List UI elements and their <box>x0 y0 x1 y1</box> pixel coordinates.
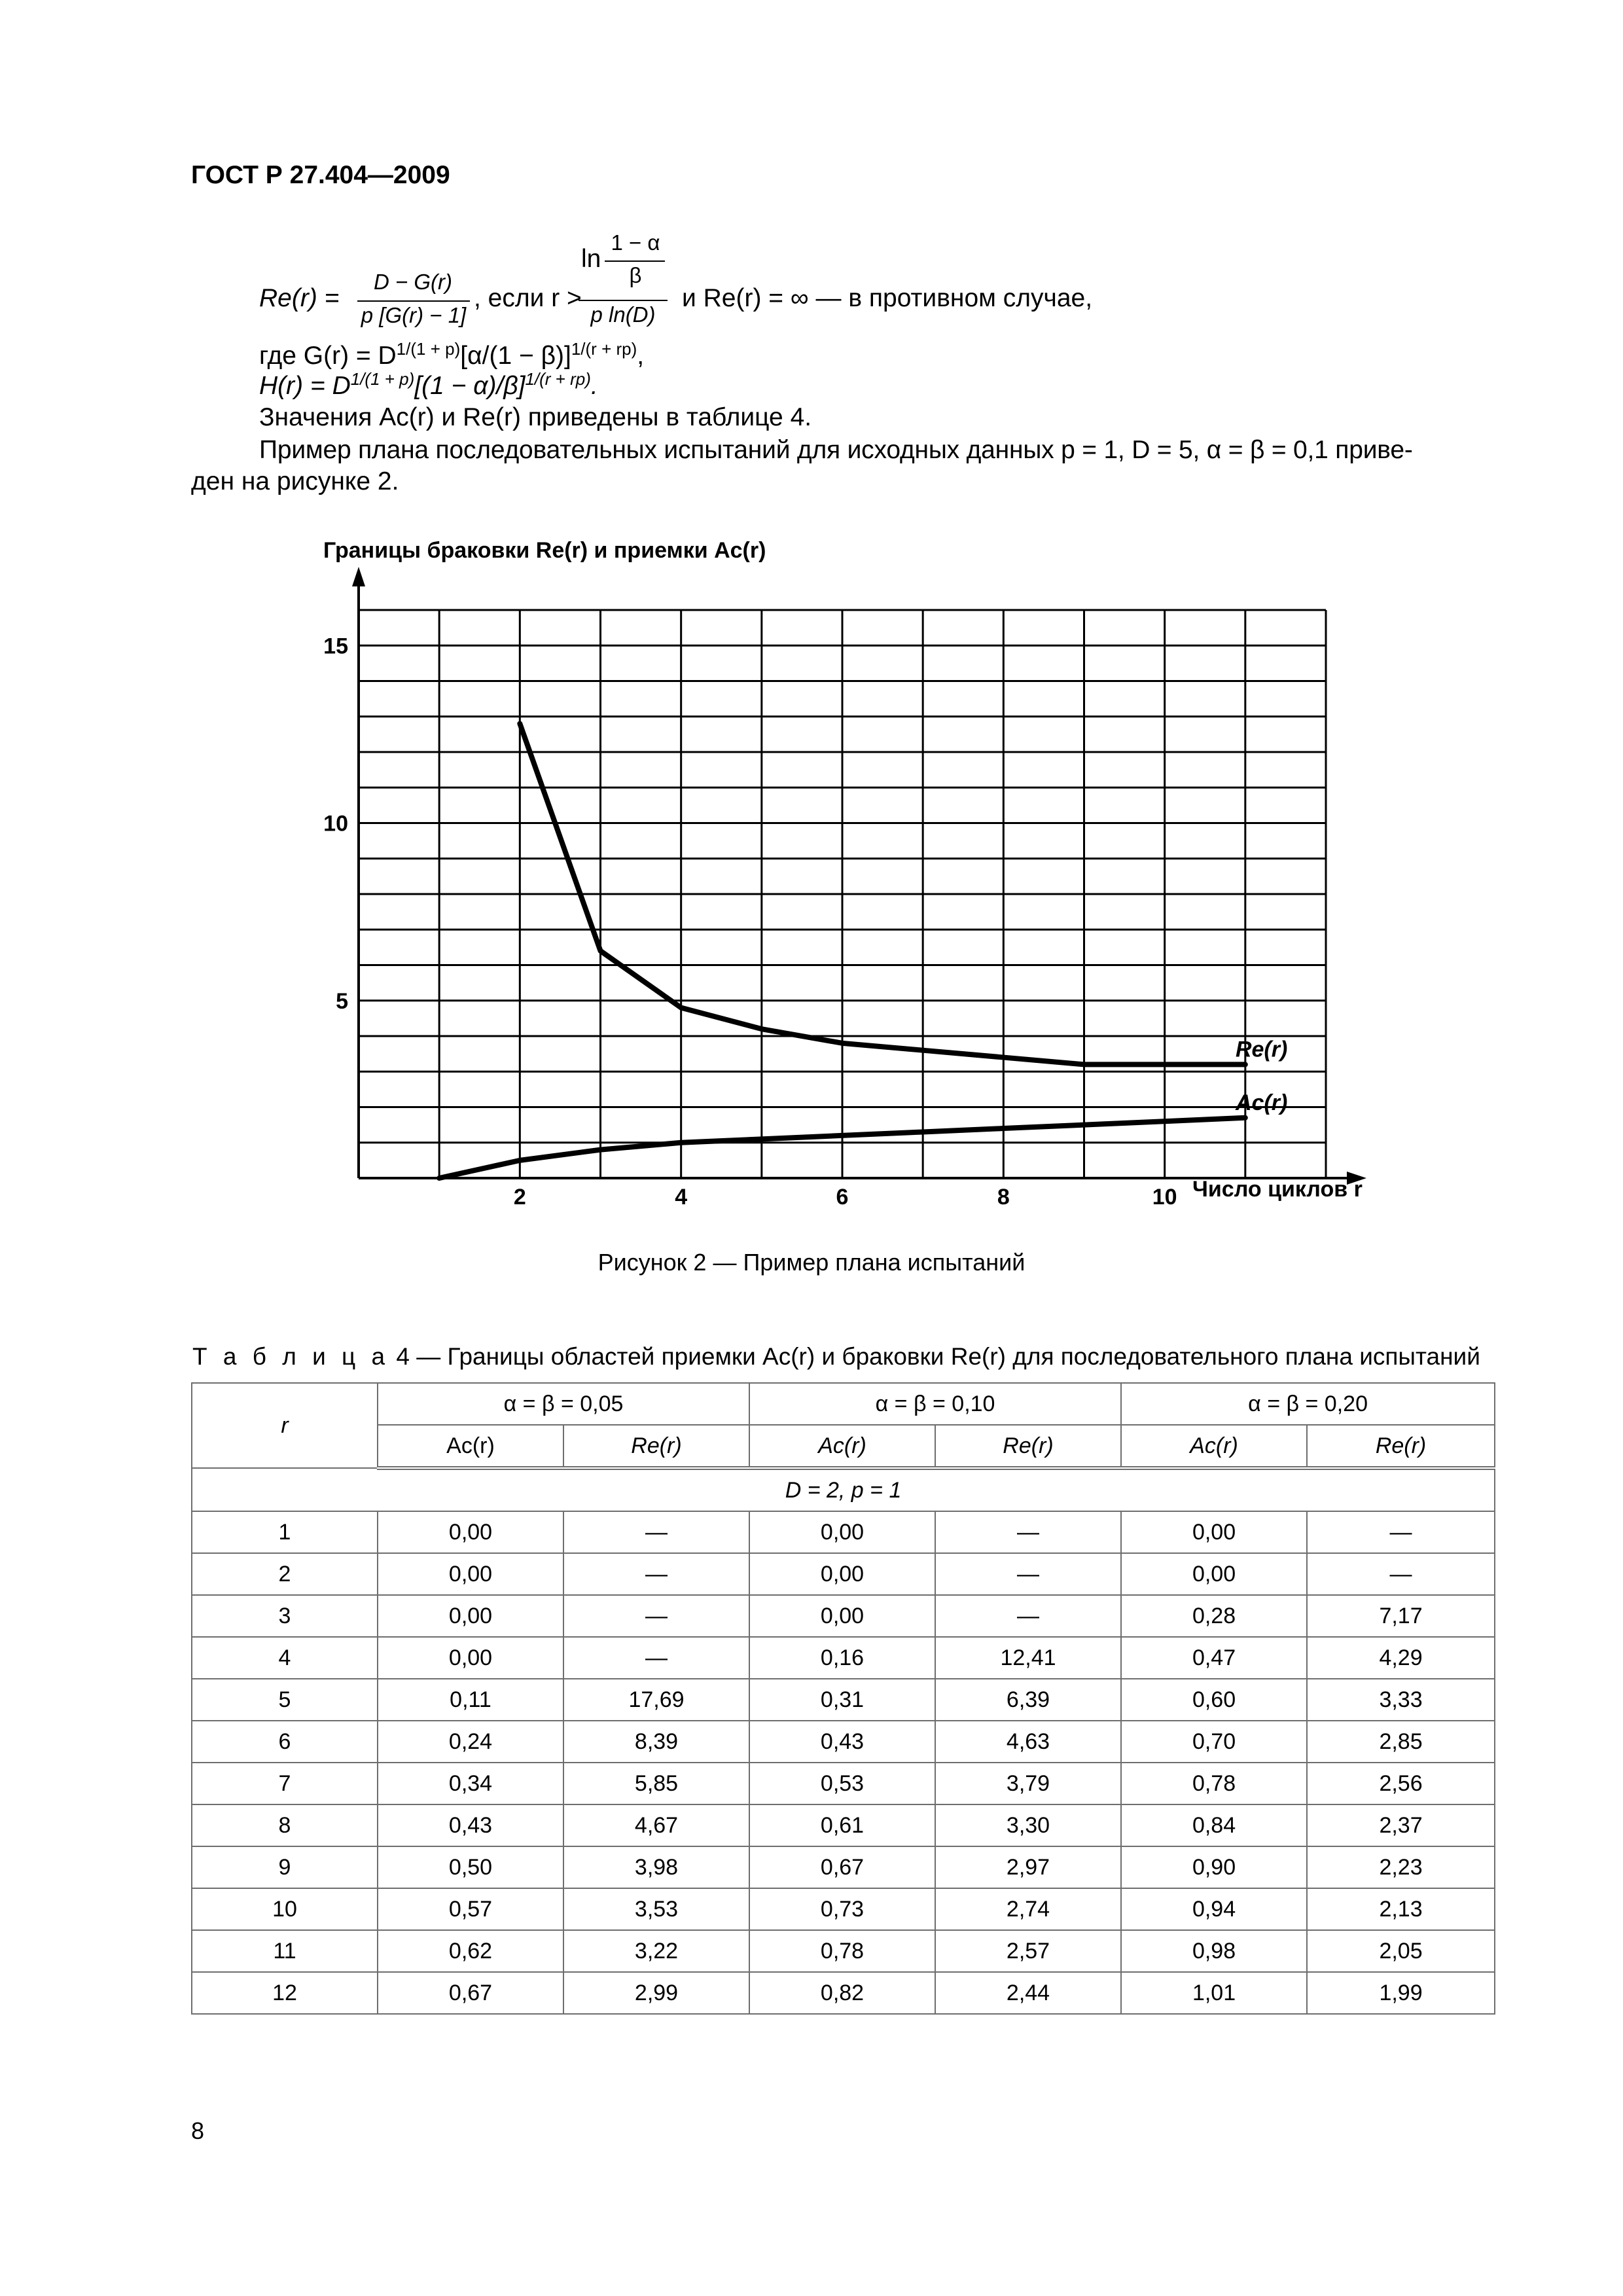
x-tick-label: 6 <box>836 1185 849 1210</box>
table-row <box>192 1553 1495 1595</box>
value-cell: 0,57 <box>378 1888 563 1930</box>
value-cell: 0,31 <box>749 1679 935 1721</box>
table-section-header: D = 2, p = 1 <box>192 1468 1495 1511</box>
value-cell: 0,34 <box>378 1763 563 1804</box>
value-cell: 0,16 <box>749 1637 935 1679</box>
value-cell: 0,78 <box>749 1930 935 1972</box>
value-cell: 0,00 <box>378 1595 563 1637</box>
row-index-cell: 2 <box>192 1553 378 1595</box>
ln-numerator: 1 − α <box>611 230 660 255</box>
value-cell: 7,17 <box>1307 1595 1495 1637</box>
value-cell: 0,00 <box>378 1511 563 1553</box>
value-cell: 2,56 <box>1307 1763 1495 1804</box>
value-cell: 8,39 <box>563 1721 749 1763</box>
group-header: α = β = 0,05 <box>378 1383 749 1425</box>
subheader-ac: Ac(r) <box>378 1425 563 1468</box>
table-row <box>192 1846 1495 1888</box>
value-cell: 4,63 <box>935 1721 1121 1763</box>
value-cell: — <box>563 1637 749 1679</box>
value-cell: 0,28 <box>1121 1595 1307 1637</box>
value-cell: 0,90 <box>1121 1846 1307 1888</box>
values-paragraph: Значения Ac(r) и Re(r) приведены в таблице 4. <box>259 403 812 431</box>
value-cell: 0,24 <box>378 1721 563 1763</box>
value-cell: 0,82 <box>749 1972 935 2014</box>
chart-tick-labels <box>323 634 1177 1210</box>
value-cell: 0,00 <box>749 1511 935 1553</box>
chart-series-labels <box>1235 1037 1287 1115</box>
re-denominator: p [G(r) − 1] <box>361 303 467 327</box>
value-cell: 0,53 <box>749 1763 935 1804</box>
value-cell: 0,43 <box>749 1721 935 1763</box>
acceptance-rejection-table <box>191 1382 1495 2015</box>
ln-symbol: ln <box>581 245 601 273</box>
subheader-ac: Ac(r) <box>1121 1425 1307 1468</box>
value-cell: 6,39 <box>935 1679 1121 1721</box>
y-tick-label: 15 <box>323 634 348 659</box>
condition-denominator: p ln(D) <box>590 302 656 327</box>
value-cell: 3,22 <box>563 1930 749 1972</box>
row-index-cell: 6 <box>192 1721 378 1763</box>
value-cell: 2,97 <box>935 1846 1121 1888</box>
value-cell: — <box>1307 1511 1495 1553</box>
example-paragraph-line2: ден на рисунке 2. <box>191 467 399 495</box>
value-cell: 0,00 <box>1121 1553 1307 1595</box>
value-cell: 2,23 <box>1307 1846 1495 1888</box>
h-formula: $H(r) = D^{1/(1 + p)}[(1 - \alpha)/\beta]^{1/(r + rp)}$. <box>259 369 598 400</box>
value-cell: 0,61 <box>749 1804 935 1846</box>
table-row <box>192 1721 1495 1763</box>
subheader-re: Re(r) <box>563 1425 749 1468</box>
group-header: α = β = 0,20 <box>1121 1383 1495 1425</box>
value-cell: 4,29 <box>1307 1637 1495 1679</box>
table-caption: Т а б л и ц а 4 — Границы областей приемки Ac(r) и браковки Re(r) для последовательного плана испытаний <box>192 1343 1480 1370</box>
value-cell: — <box>1307 1553 1495 1595</box>
value-cell: 3,30 <box>935 1804 1121 1846</box>
row-index-cell: 5 <box>192 1679 378 1721</box>
value-cell: — <box>935 1553 1121 1595</box>
row-index-cell: 12 <box>192 1972 378 2014</box>
row-index-cell: 10 <box>192 1888 378 1930</box>
re-lhs: Re(r) = <box>259 284 340 312</box>
row-index-cell: 1 <box>192 1511 378 1553</box>
subheader-ac: Ac(r) <box>749 1425 935 1468</box>
table-row <box>192 1511 1495 1553</box>
g-formula: где $G(r) = D^{1/(1 + p)}[\alpha/(1 - \beta)]^{1/(r + rp)}$, <box>259 339 645 370</box>
value-cell: — <box>563 1553 749 1595</box>
condition-text: , если r > <box>474 284 582 312</box>
chart-axes <box>352 567 1366 1185</box>
value-cell: 2,74 <box>935 1888 1121 1930</box>
value-cell: 2,44 <box>935 1972 1121 2014</box>
value-cell: 0,78 <box>1121 1763 1307 1804</box>
value-cell: 0,00 <box>378 1637 563 1679</box>
series-label: Ac(r) <box>1236 1090 1288 1115</box>
value-cell: 2,85 <box>1307 1721 1495 1763</box>
page-number: 8 <box>191 2117 205 2144</box>
value-cell: 0,67 <box>749 1846 935 1888</box>
value-cell: 3,79 <box>935 1763 1121 1804</box>
value-cell: 3,98 <box>563 1846 749 1888</box>
column-header-r: r <box>192 1383 378 1468</box>
group-header: α = β = 0,10 <box>749 1383 1121 1425</box>
value-cell: 1,99 <box>1307 1972 1495 2014</box>
value-cell: 0,60 <box>1121 1679 1307 1721</box>
chart-grid <box>359 610 1326 1178</box>
value-cell: 0,11 <box>378 1679 563 1721</box>
x-tick-label: 10 <box>1152 1185 1177 1210</box>
subheader-re: Re(r) <box>935 1425 1121 1468</box>
value-cell: 0,67 <box>378 1972 563 2014</box>
row-index-cell: 4 <box>192 1637 378 1679</box>
value-cell: 1,01 <box>1121 1972 1307 2014</box>
value-cell: 0,43 <box>378 1804 563 1846</box>
value-cell: 0,00 <box>1121 1511 1307 1553</box>
row-index-cell: 3 <box>192 1595 378 1637</box>
value-cell: 0,00 <box>749 1595 935 1637</box>
chart-title: Границы браковки Re(r) и приемки Ac(r) <box>323 538 766 563</box>
value-cell: 0,94 <box>1121 1888 1307 1930</box>
value-cell: 0,62 <box>378 1930 563 1972</box>
x-tick-label: 2 <box>513 1185 526 1210</box>
value-cell: 4,67 <box>563 1804 749 1846</box>
value-cell: 12,41 <box>935 1637 1121 1679</box>
row-index-cell: 8 <box>192 1804 378 1846</box>
table-row <box>192 1804 1495 1846</box>
formula-tail: и Re(r) = ∞ — в противном случае, <box>682 284 1093 312</box>
table-row <box>192 1595 1495 1637</box>
value-cell: — <box>935 1511 1121 1553</box>
value-cell: 0,98 <box>1121 1930 1307 1972</box>
table-row <box>192 1972 1495 2014</box>
value-cell: 0,50 <box>378 1846 563 1888</box>
value-cell: 0,73 <box>749 1888 935 1930</box>
figure-caption: Рисунок 2 — Пример плана испытаний <box>597 1249 1026 1276</box>
value-cell: 0,47 <box>1121 1637 1307 1679</box>
table-row <box>192 1930 1495 1972</box>
value-cell: 2,57 <box>935 1930 1121 1972</box>
value-cell: — <box>563 1511 749 1553</box>
value-cell: 2,37 <box>1307 1804 1495 1846</box>
value-cell: 2,05 <box>1307 1930 1495 1972</box>
y-tick-label: 10 <box>323 811 348 836</box>
value-cell: 5,85 <box>563 1763 749 1804</box>
table-row <box>192 1637 1495 1679</box>
x-tick-label: 4 <box>675 1185 688 1210</box>
example-paragraph-line1: Пример плана последовательных испытаний для исходных данных p = 1, D = 5, α = β = 0,1 приве- <box>259 436 1413 464</box>
value-cell: 17,69 <box>563 1679 749 1721</box>
subheader-re: Re(r) <box>1307 1425 1495 1468</box>
value-cell: — <box>935 1595 1121 1637</box>
value-cell: 3,53 <box>563 1888 749 1930</box>
y-tick-label: 5 <box>336 988 348 1014</box>
series-label: Re(r) <box>1236 1037 1288 1062</box>
value-cell: 0,70 <box>1121 1721 1307 1763</box>
re-numerator: D − G(r) <box>373 270 453 294</box>
row-index-cell: 9 <box>192 1846 378 1888</box>
value-cell: — <box>563 1595 749 1637</box>
value-cell: 0,00 <box>378 1553 563 1595</box>
document-header: ГОСТ Р 27.404—2009 <box>191 161 450 189</box>
row-index-cell: 11 <box>192 1930 378 1972</box>
row-index-cell: 7 <box>192 1763 378 1804</box>
value-cell: 0,84 <box>1121 1804 1307 1846</box>
x-tick-label: 8 <box>997 1185 1010 1210</box>
value-cell: 3,33 <box>1307 1679 1495 1721</box>
value-cell: 0,00 <box>749 1553 935 1595</box>
table-row <box>192 1888 1495 1930</box>
value-cell: 2,99 <box>563 1972 749 2014</box>
y-axis-arrow <box>352 567 365 586</box>
table-row <box>192 1679 1495 1721</box>
value-cell: 2,13 <box>1307 1888 1495 1930</box>
ln-denominator: β <box>629 263 642 287</box>
table-row <box>192 1763 1495 1804</box>
chart-x-axis-label: Число циклов r <box>1192 1177 1363 1202</box>
